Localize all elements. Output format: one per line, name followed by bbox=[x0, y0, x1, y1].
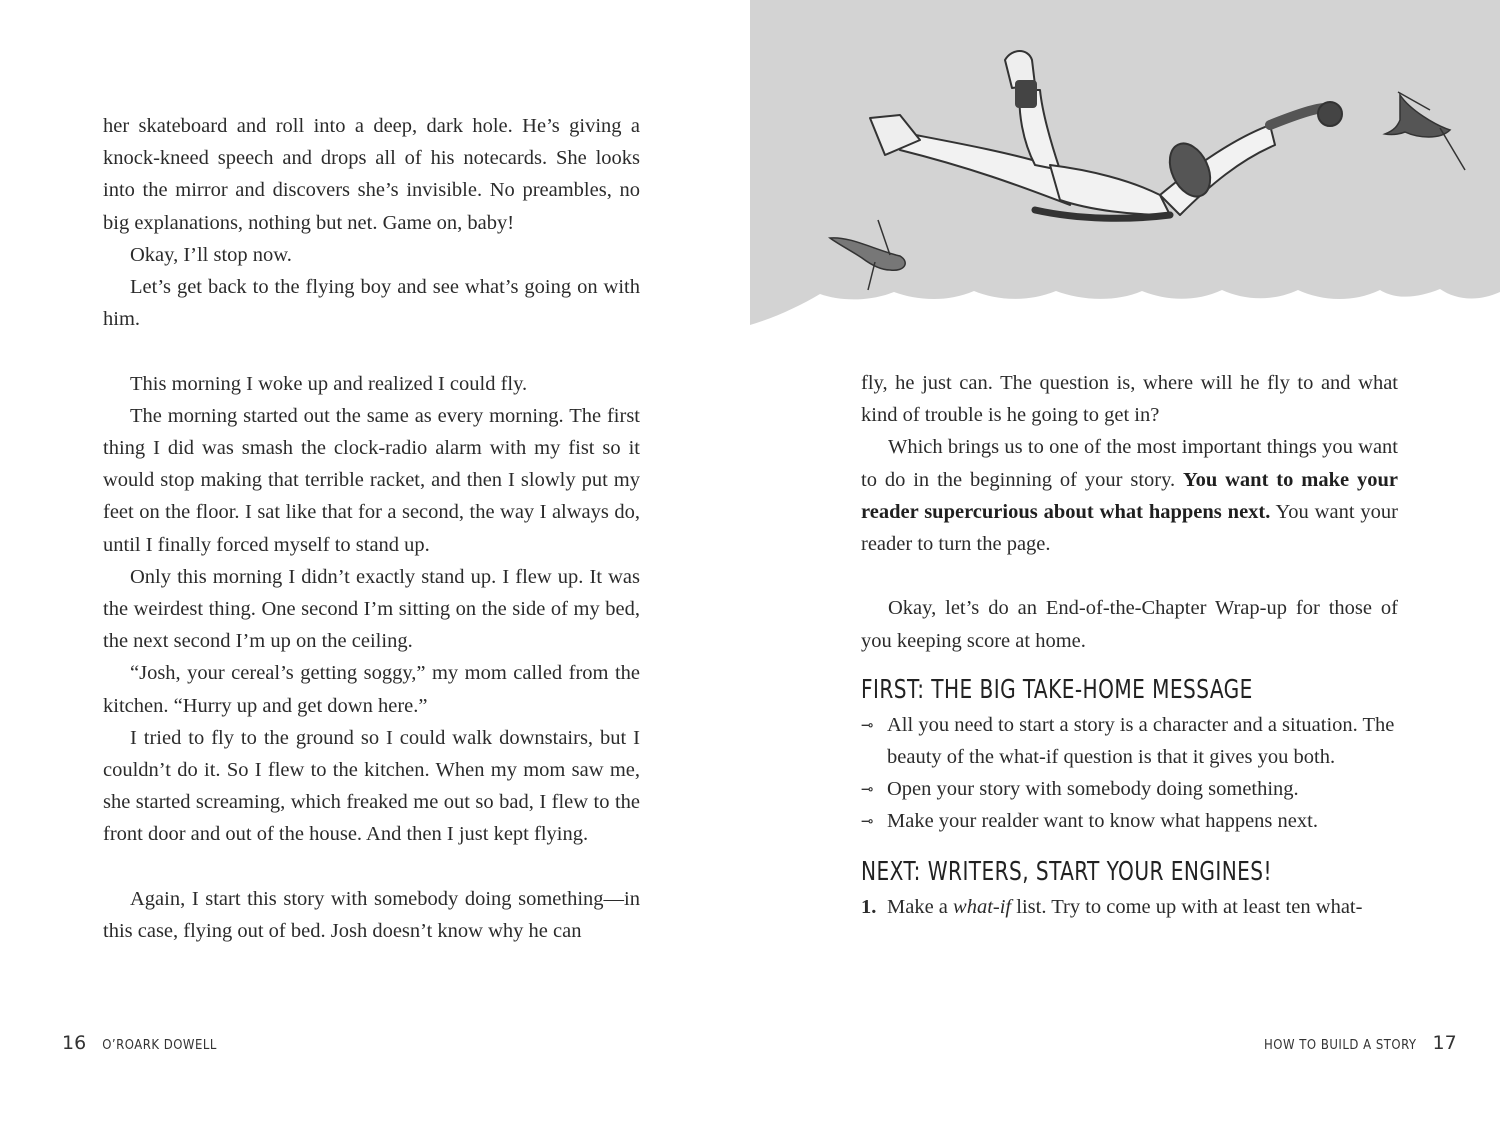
arrow-icon: ⊸ bbox=[861, 780, 874, 799]
right-page-footer bbox=[1264, 1032, 1457, 1056]
list-item-text-part: list. Try to come up with at least ten what- bbox=[1011, 895, 1363, 918]
section-gap bbox=[103, 335, 640, 367]
running-head: HOW TO BUILD A STORY bbox=[1264, 1038, 1417, 1053]
section-gap bbox=[861, 560, 1398, 592]
italic-term: what-if bbox=[953, 895, 1012, 918]
list-item-text bbox=[887, 891, 1362, 923]
paragraph: The morning started out the same as every morning. The first thing I did was smash the clock-radio alarm with my fist so it would stop making that terrible racket, and then I slowly put my feet on the floor. I sat like that for a second, the way I always do, until I finally forced myself to stand up. bbox=[103, 404, 640, 556]
paragraph: her skateboard and roll into a deep, dark hole. He’s giving a knock-kneed speech and drops all of his notecards. She looks into the mirror and discovers she’s invisible. No preambles, no big explanations, nothing but net. Game on, baby! bbox=[103, 115, 640, 234]
list-item-text: Open your story with somebody doing something. bbox=[887, 778, 1299, 801]
paragraph: Okay, let’s do an End-of-the-Chapter Wrap-up for those of you keeping score at home. bbox=[861, 597, 1398, 652]
right-page-body bbox=[861, 367, 1398, 923]
paragraph: fly, he just can. The question is, where will he fly to and what kind of trouble is he going to get in? bbox=[861, 372, 1398, 427]
paragraph: Only this morning I didn’t exactly stand up. I flew up. It was the weirdest thing. One second I’m sitting on the side of my bed, the next second I’m up on the ceiling. bbox=[103, 565, 640, 653]
paragraph: This morning I woke up and realized I could fly. bbox=[130, 372, 528, 395]
list-item-text-part: Make a bbox=[887, 895, 954, 918]
list-item-text: Make your realder want to know what happens next. bbox=[887, 810, 1318, 833]
right-page bbox=[750, 0, 1500, 1125]
arrow-icon: ⊸ bbox=[861, 812, 874, 831]
paragraph: “Josh, your cereal’s getting soggy,” my mom called from the kitchen. “Hurry up and get down here.” bbox=[103, 662, 640, 717]
page-number: 17 bbox=[1432, 1032, 1457, 1054]
list-item bbox=[861, 891, 1398, 923]
list-number: 1. bbox=[861, 895, 877, 918]
flying-boy-illustration bbox=[750, 0, 1500, 330]
section-heading: NEXT: WRITERS, START YOUR ENGINES! bbox=[861, 856, 1272, 887]
list-item bbox=[861, 773, 1398, 805]
paragraph-text: You want your reader to turn the page. bbox=[861, 500, 1398, 556]
cloud-shape bbox=[750, 0, 1500, 325]
numbered-list bbox=[861, 891, 1398, 923]
paragraph: Okay, I’ll stop now. bbox=[130, 243, 292, 266]
section-gap bbox=[103, 851, 640, 883]
paragraph: Let’s get back to the flying boy and see what’s going on with him. bbox=[103, 276, 640, 331]
paragraph: Again, I start this story with somebody doing something—in this case, flying out of bed. Josh doesn’t know why he can bbox=[103, 887, 640, 943]
list-item-text: All you need to start a story is a character and a situation. The beauty of the what-if question is that it gives you both. bbox=[887, 713, 1395, 769]
page-number: 16 bbox=[62, 1032, 87, 1054]
paragraph-text: Which brings us to one of the most important things you want to do in the beginning of your story. bbox=[861, 436, 1398, 491]
list-item bbox=[861, 709, 1398, 773]
left-page-body bbox=[103, 110, 640, 947]
bullet-list bbox=[861, 709, 1398, 838]
paragraph: I tried to fly to the ground so I could walk downstairs, but I couldn’t do it. So I flew to the kitchen. When my mom saw me, she started screaming, which freaked me out so bad, I flew to the front door and out of the house. And then I just kept flying. bbox=[103, 726, 640, 846]
section-heading: FIRST: THE BIG TAKE-HOME MESSAGE bbox=[861, 674, 1253, 705]
bold-emphasis: You want to make your reader supercurious about what happens next. bbox=[861, 468, 1398, 523]
paragraph bbox=[861, 431, 1398, 560]
running-head: O’ROARK DOWELL bbox=[102, 1038, 217, 1053]
arrow-icon: ⊸ bbox=[861, 715, 874, 734]
list-item bbox=[861, 805, 1398, 837]
left-page-footer bbox=[62, 1032, 217, 1056]
